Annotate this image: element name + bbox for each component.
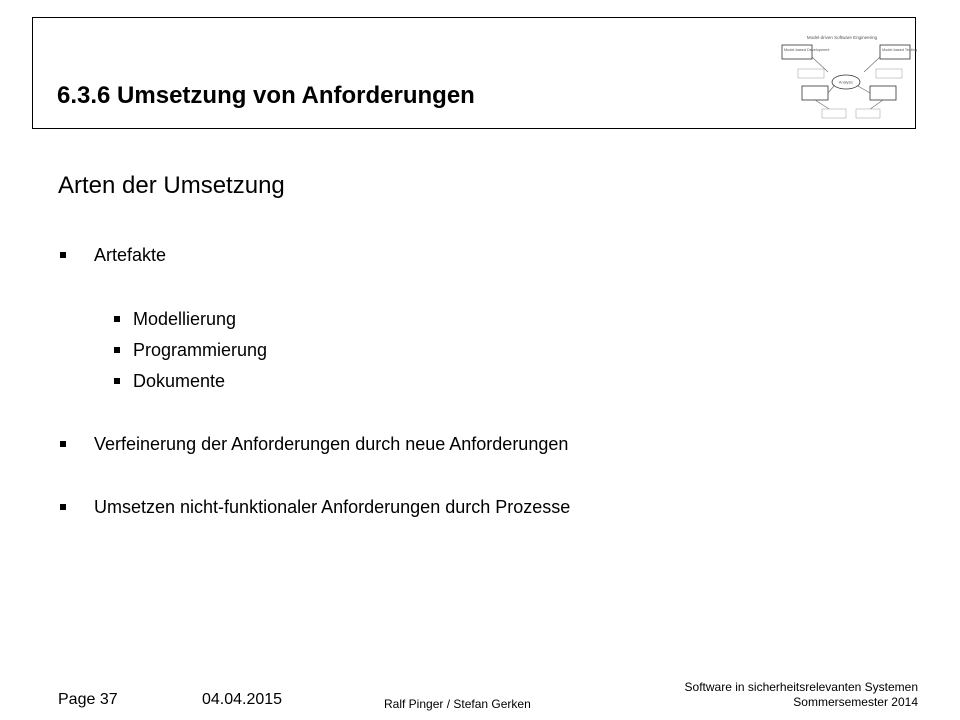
bullet-text: Programmierung	[133, 340, 268, 360]
footer-date: 04.04.2015	[202, 691, 283, 708]
diagram-analysis-label: Analysis	[838, 80, 854, 85]
slide-title: 6.3.6 Umsetzung von Anforderungen	[57, 82, 475, 109]
header-frame	[32, 17, 916, 129]
diagram-box	[876, 69, 902, 78]
bullet-text: Artefakte	[94, 245, 167, 265]
diagram-label-left-top: Model-based Development	[784, 48, 830, 52]
diagram-label-right-top: Model-based Testing	[882, 48, 917, 52]
section-subtitle: Arten der Umsetzung	[58, 172, 285, 199]
bullet-square-icon	[60, 441, 66, 447]
bullet-square-icon	[114, 316, 120, 322]
bullet-square-icon	[60, 504, 66, 510]
diagram-center-title: Model-driven Software Engineering	[806, 35, 878, 40]
bullet-square-icon	[60, 252, 66, 258]
diagram-box	[870, 86, 896, 100]
bullet-item	[94, 433, 568, 455]
diagram-box	[798, 69, 824, 78]
bullet-text: Dokumente	[133, 371, 226, 391]
sub-bullet-item	[133, 370, 225, 392]
sub-bullet-item	[133, 308, 236, 330]
footer-semester: Sommersemester 2014	[793, 695, 918, 709]
diagram-connector	[858, 86, 870, 93]
bullet-item	[94, 244, 166, 266]
bullet-item	[94, 496, 570, 518]
diagram-box	[856, 109, 880, 118]
footer-authors: Ralf Pinger / Stefan Gerken	[384, 697, 531, 711]
diagram-connector	[828, 86, 834, 93]
footer-course-title: Software in sicherheitsrelevanten Systemen	[684, 680, 918, 694]
bullet-text: Modellierung	[133, 309, 237, 329]
diagram-box	[822, 109, 846, 118]
bullet-square-icon	[114, 347, 120, 353]
bullet-text: Verfeinerung der Anforderungen durch neue Anforderungen	[94, 434, 569, 454]
sub-bullet-item	[133, 339, 267, 361]
process-diagram-thumbnail	[780, 32, 917, 122]
bullet-text: Umsetzen nicht-funktionaler Anforderungen durch Prozesse	[94, 497, 571, 517]
footer-page-number: Page 37	[58, 691, 118, 708]
diagram-box	[802, 86, 828, 100]
bullet-square-icon	[114, 378, 120, 384]
